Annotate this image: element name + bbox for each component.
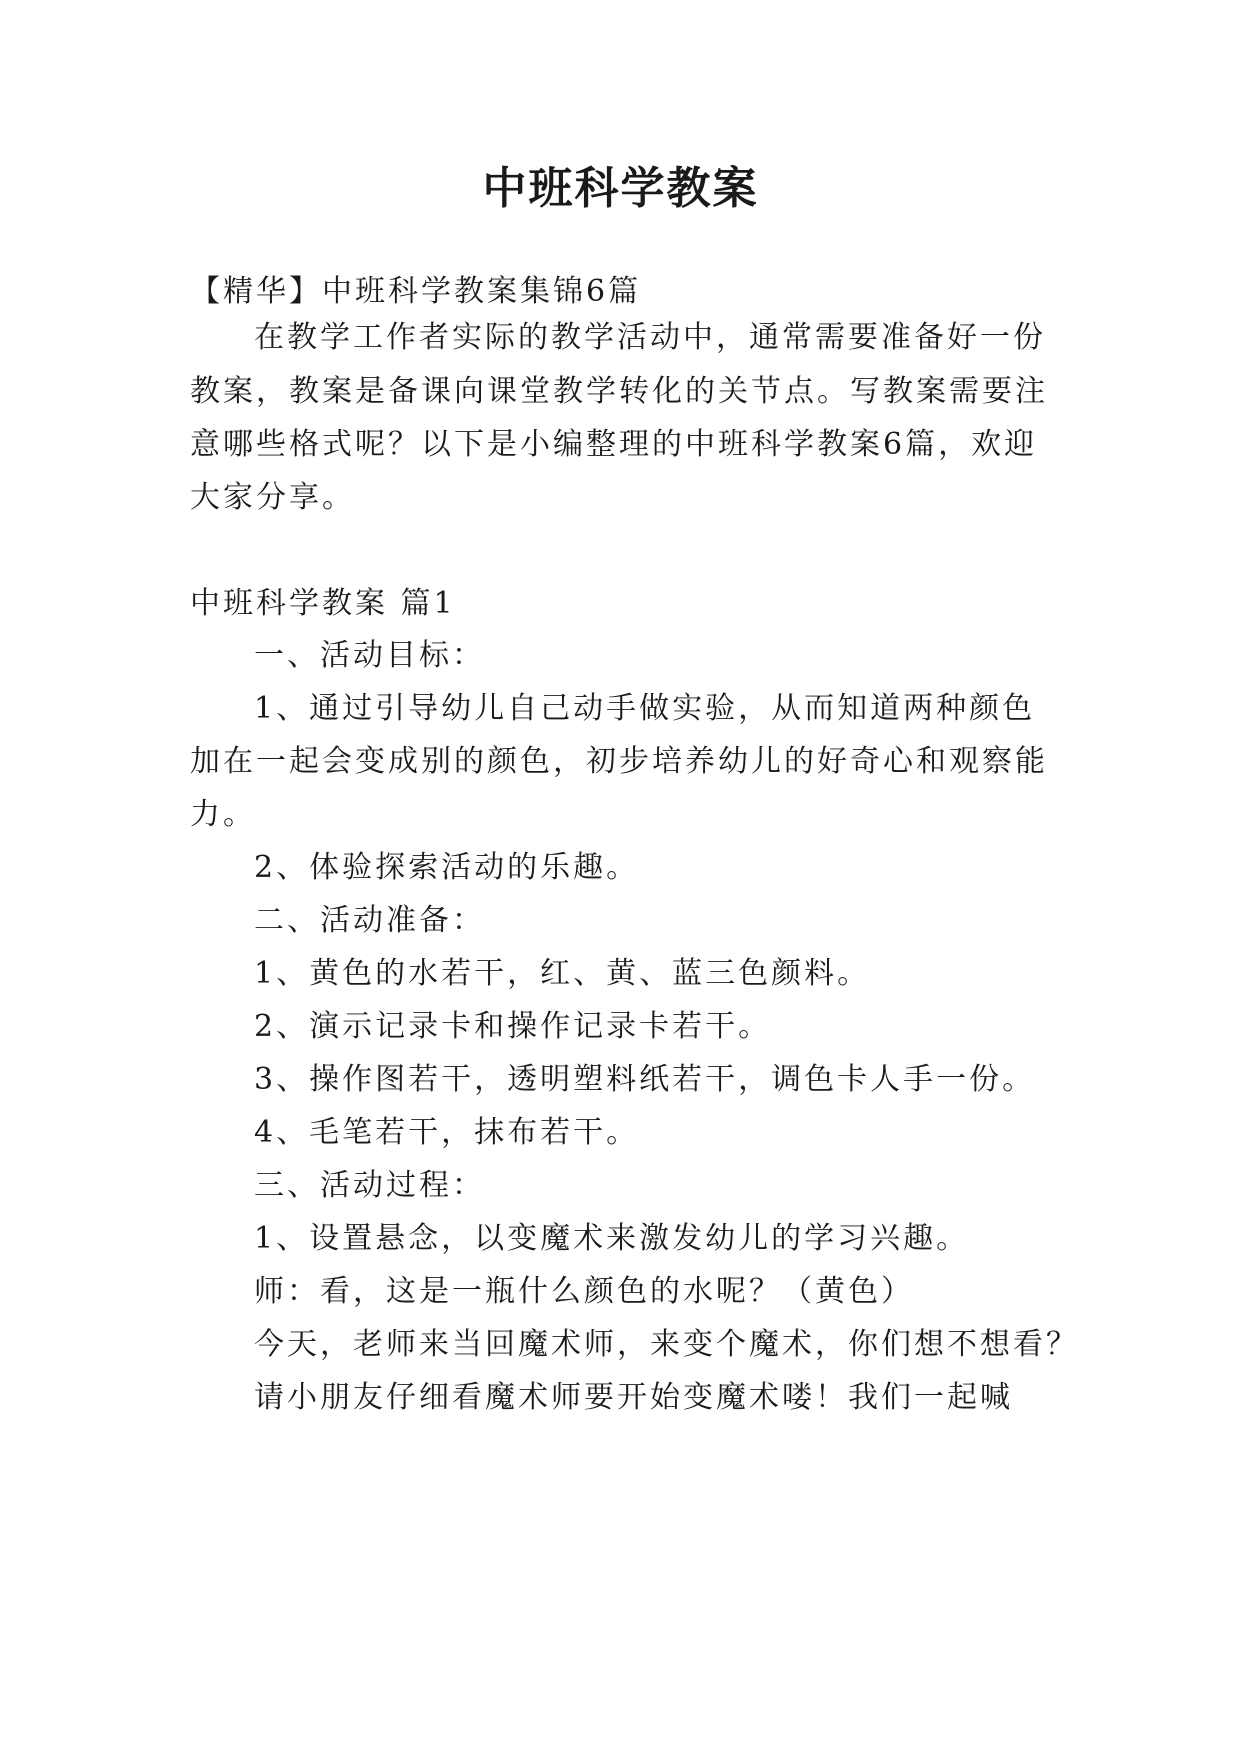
body-line: 1、设置悬念，以变魔术来激发幼儿的学习兴趣。 xyxy=(254,1221,970,1256)
document-title: 中班科学教案 xyxy=(482,163,759,214)
body-line: 4、毛笔若干，抹布若干。 xyxy=(254,1115,640,1150)
body-line: 2、演示记录卡和操作记录卡若干。 xyxy=(254,1009,772,1044)
intro-line: 意哪些格式呢？以下是小编整理的中班科学教案6篇，欢迎 xyxy=(190,427,1038,462)
body-line: 二、活动准备： xyxy=(254,903,485,938)
body-line: 师：看，这是一瓶什么颜色的水呢？（黄色） xyxy=(254,1274,914,1309)
body-line: 3、操作图若干，透明塑料纸若干，调色卡人手一份。 xyxy=(254,1062,1036,1097)
section-heading: 中班科学教案 篇1 xyxy=(190,586,456,621)
subtitle: 【精华】中班科学教案集锦6篇 xyxy=(190,274,642,309)
body-line: 三、活动过程： xyxy=(254,1168,485,1203)
body-line: 2、体验探索活动的乐趣。 xyxy=(254,850,640,885)
body-line: 力。 xyxy=(190,797,256,832)
body-line: 1、黄色的水若干，红、黄、蓝三色颜料。 xyxy=(254,956,871,991)
intro-line: 大家分享。 xyxy=(190,480,355,515)
intro-line: 在教学工作者实际的教学活动中，通常需要准备好一份 xyxy=(254,320,1046,355)
body-line: 1、通过引导幼儿自己动手做实验，从而知道两种颜色 xyxy=(254,691,1036,726)
body-line: 请小朋友仔细看魔术师要开始变魔术喽！我们一起喊 xyxy=(254,1380,1013,1415)
body-line: 一、活动目标： xyxy=(254,638,485,673)
body-line: 加在一起会变成别的颜色，初步培养幼儿的好奇心和观察能 xyxy=(190,744,1048,779)
intro-line: 教案，教案是备课向课堂教学转化的关节点。写教案需要注 xyxy=(190,374,1048,409)
body-line: 今天，老师来当回魔术师，来变个魔术，你们想不想看？ xyxy=(254,1327,1079,1362)
